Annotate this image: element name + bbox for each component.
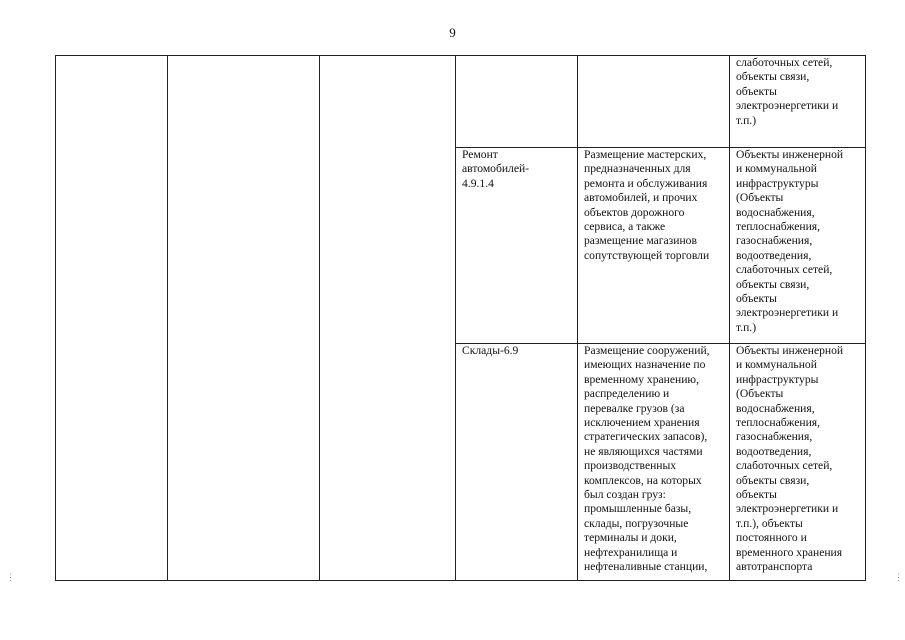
cell-text-line: Объекты инженерной <box>736 344 844 357</box>
document-table <box>55 55 866 581</box>
cell-text-line: терминалы и доки, <box>584 531 677 545</box>
cell-text-line: водоотведения, <box>736 248 812 262</box>
cell-text-line: т.п.), объекты <box>736 516 803 530</box>
cell-text-line: слаботочных сетей, <box>736 263 833 277</box>
cell-text-line: водоснабжения, <box>736 401 815 415</box>
cell-text-line: предназначенных для <box>584 162 691 176</box>
cell-text-line: электроэнергетики и <box>736 306 839 320</box>
scan-edge-mark-left: ⋮ <box>6 572 15 582</box>
cell-text-line: водоотведения, <box>736 444 812 458</box>
table-cell-col2 <box>168 56 320 581</box>
cell-text-line: нефтеналивные станции, <box>584 560 708 574</box>
table-cell-permitted-objects <box>730 56 866 148</box>
cell-text-line: сопутствующей торговли <box>584 248 710 262</box>
cell-text-line: Склады-6.9 <box>462 344 519 357</box>
table-cell-use-name <box>456 148 578 344</box>
cell-text-line: Объекты инженерной <box>736 148 844 161</box>
cell-text-line: газоснабжения, <box>736 234 813 248</box>
cell-text-line: Размещение мастерских, <box>584 148 707 161</box>
table-cell-use-name <box>456 344 578 581</box>
table-row <box>56 56 866 148</box>
cell-text-line: автомобилей, и прочих <box>584 191 698 205</box>
cell-text-line: объекты <box>736 488 777 502</box>
cell-text-line: временного хранения <box>736 545 843 559</box>
cell-text-line: объекты связи, <box>736 277 810 291</box>
cell-text-line: (Объекты <box>736 387 784 401</box>
cell-text-line: 4.9.1.4 <box>462 176 494 190</box>
cell-text-line: слаботочных сетей, <box>736 56 833 69</box>
table-cell-permitted-objects <box>730 148 866 344</box>
cell-text-line: постоянного и <box>736 531 807 545</box>
table-cell-col1 <box>56 56 168 581</box>
cell-text-line: исключением хранения <box>584 416 700 430</box>
cell-text-line: имеющих назначение по <box>584 358 706 372</box>
cell-text-line: был создан груз: <box>584 488 666 502</box>
cell-text-line: водоснабжения, <box>736 205 815 219</box>
cell-text-line: теплоснабжения, <box>736 416 821 430</box>
table-cell-use-description <box>578 148 730 344</box>
page-number: 9 <box>449 25 456 40</box>
cell-text-line: и коммунальной <box>736 162 817 176</box>
cell-text-line: стратегических запасов), <box>584 430 708 444</box>
cell-text-line: инфраструктуры <box>736 372 819 386</box>
cell-text-line: комплексов, на которых <box>584 473 702 487</box>
table-cell-permitted-objects <box>730 344 866 581</box>
cell-text-line: слаботочных сетей, <box>736 459 833 473</box>
cell-text-line: размещение магазинов <box>584 234 697 248</box>
cell-text-line: т.п.) <box>736 113 757 127</box>
cell-text-line: не являющихся частями <box>584 444 703 458</box>
cell-text-line: объекты связи, <box>736 473 810 487</box>
table-cell-use-name <box>456 56 578 148</box>
scan-edge-mark-right: ⋮ <box>894 572 903 582</box>
cell-text-line: временному хранению, <box>584 372 699 386</box>
cell-text-line: теплоснабжения, <box>736 220 821 234</box>
cell-text-line: промышленные базы, <box>584 502 692 516</box>
cell-text-line: т.п.) <box>736 320 757 334</box>
cell-text-line: ремонта и обслуживания <box>584 176 708 190</box>
table-cell-use-description <box>578 56 730 148</box>
cell-text-line: производственных <box>584 459 677 473</box>
cell-text-line: электроэнергетики и <box>736 502 839 516</box>
cell-text-line: распределению и <box>584 387 670 401</box>
cell-text-line: объекты связи, <box>736 70 810 84</box>
cell-text-line: перевалке грузов (за <box>584 401 685 415</box>
cell-text-line: объекты <box>736 292 777 306</box>
cell-text-line: автомобилей- <box>462 162 530 176</box>
cell-text-line: сервиса, а также <box>584 220 666 234</box>
cell-text-line: (Объекты <box>736 191 784 205</box>
cell-text-line: электроэнергетики и <box>736 99 839 113</box>
cell-text-line: объекты <box>736 84 777 98</box>
cell-text-line: и коммунальной <box>736 358 817 372</box>
cell-text-line: газоснабжения, <box>736 430 813 444</box>
table-cell-use-description <box>578 344 730 581</box>
cell-text-line: автотранспорта <box>736 560 813 574</box>
cell-text-line: Ремонт <box>462 148 498 161</box>
cell-text-line: объектов дорожного <box>584 205 685 219</box>
cell-text-line: инфраструктуры <box>736 176 819 190</box>
cell-text-line: склады, погрузочные <box>584 516 689 530</box>
table-cell-col3 <box>320 56 456 581</box>
cell-text-line: нефтехранилища и <box>584 545 678 559</box>
cell-text-line: Размещение сооружений, <box>584 344 710 357</box>
